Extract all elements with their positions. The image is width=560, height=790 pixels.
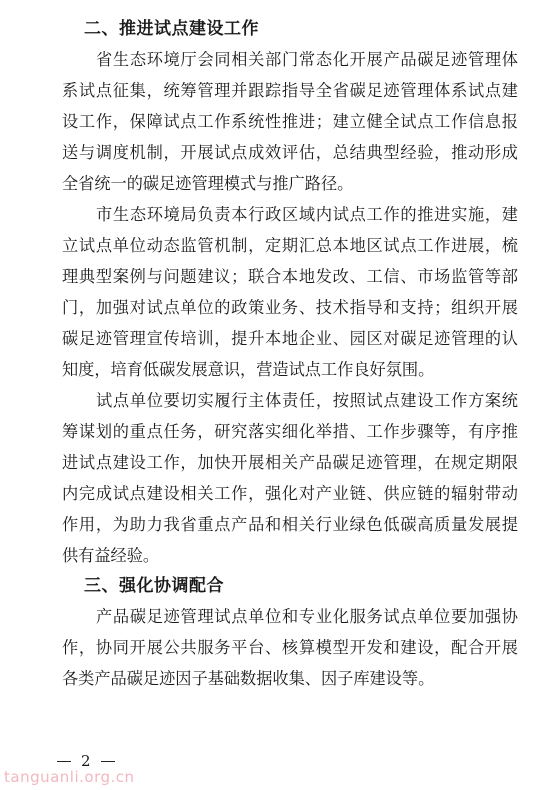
text-line: 作，协同开展公共服务平台、核算模型开发和建设，配合开展 (62, 638, 518, 657)
text-line: 各类产品碳足迹因子基础数据收集、因子库建设等。 (62, 669, 435, 688)
text-line: 立试点单位动态监管机制，定期汇总本地区试点工作进展，梳 (62, 236, 518, 255)
text-line: 碳足迹管理宣传培训，提升本地企业、园区对碳足迹管理的认 (62, 329, 518, 348)
text-line: 内完成试点建设相关工作，强化对产业链、供应链的辐射带动 (62, 484, 518, 503)
paragraph (62, 199, 518, 385)
watermark-text: tanguanli.org.cn (4, 768, 135, 786)
dash-right (101, 761, 115, 762)
text-line: 送与调度机制，开展试点成效评估，总结典型经验，推动形成 (62, 143, 518, 162)
page-number: 2 (81, 752, 91, 770)
text-line: 进试点建设工作，加快开展相关产品碳足迹管理，在规定期限 (62, 453, 518, 472)
text-line: 作用，为助力我省重点产品和相关行业绿色低碳高质量发展提 (62, 515, 518, 534)
text-line: 理典型案例与问题建议；联合本地发改、工信、市场监管等部 (62, 267, 518, 286)
paragraph (62, 601, 518, 694)
text-line: 设工作，保障试点工作系统性推进；建立健全试点工作信息报 (62, 112, 518, 131)
text-line: 省生态环境厅会同相关部门常态化开展产品碳足迹管理体 (96, 50, 518, 69)
dash-left (57, 761, 71, 762)
text-line: 门，加强对试点单位的政策业务、技术指导和支持；组织开展 (62, 298, 518, 317)
text-line: 系试点征集，统筹管理并跟踪指导全省碳足迹管理体系试点建 (62, 81, 518, 100)
text-line: 供有益经验。 (62, 546, 160, 565)
text-line: 全省统一的碳足迹管理模式与推广路径。 (62, 174, 354, 193)
section-heading: 二、推进试点建设工作 (84, 19, 259, 39)
paragraph (62, 385, 518, 571)
document-page (62, 14, 518, 694)
text-line: 市生态环境局负责本行政区域内试点工作的推进实施，建 (96, 205, 518, 224)
section-heading: 三、强化协调配合 (84, 576, 224, 596)
text-line: 筹谋划的重点任务，研究落实细化举措、工作步骤等，有序推 (62, 422, 518, 441)
paragraph (62, 44, 518, 199)
text-line: 试点单位要切实履行主体责任，按照试点建设工作方案统 (96, 391, 518, 410)
text-line: 产品碳足迹管理试点单位和专业化服务试点单位要加强协 (96, 607, 518, 626)
text-line: 知度，培育低碳发展意识，营造试点工作良好氛围。 (62, 360, 435, 379)
